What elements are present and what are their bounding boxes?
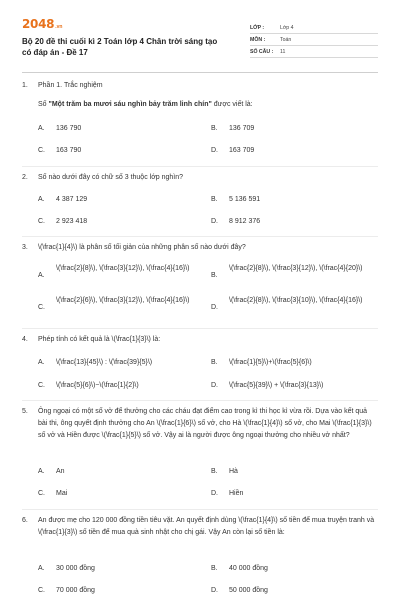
option-letter: C. [38, 587, 45, 594]
option-c[interactable] [38, 380, 198, 392]
option-letter: D. [211, 587, 218, 594]
option-b[interactable] [211, 194, 381, 206]
option-text: \(\frac{13}{45}\) : \(\frac{39}{5}\) [56, 359, 153, 366]
option-letter: C. [38, 382, 45, 389]
option-text: 5 136 591 [229, 196, 261, 203]
question-text: Ông ngoại có một số vở để thưởng cho các cháu đạt điểm cao trong kì thi học kì vừa rồi. Dựa vào kết quả bài thi, ông quyết định thưởng cho An \(\frac{1}{6}\) số vở, cho Hà \(\frac{1}{4}\) số vở, cho Mai \(\frac{1}{3}\) số vở và Hiền được \(\frac{1}{5}\) số vở. Vậy ai là người được ông ngoại thưởng cho nhiều vở nhất? [38, 408, 372, 439]
question-separator [22, 509, 378, 510]
option-d[interactable] [211, 585, 381, 597]
info-label: LỚP : [250, 24, 265, 31]
question-text: An được mẹ cho 120 000 đồng tiền tiêu vặt. An quyết định dùng \(\frac{1}{4}\) số tiền để mua truyện tranh và \(\frac{1}{3}\) số tiền để mua quà sinh nhật cho chị gái. Vậy An còn lại số tiền là: [38, 517, 375, 536]
info-row-count [250, 46, 378, 58]
info-value: 11 [280, 48, 286, 55]
option-text: \(\frac{2}{8}\), \(\frac{3}{12}\), \(\frac{4}{20}\) [229, 265, 363, 272]
subtext-bold: "Một trăm ba mươi sáu nghìn bảy trăm linh chín" [48, 101, 212, 108]
document-title: Bộ 20 đề thi cuối kì 2 Toán lớp 4 Chân trời sáng tạo có đáp án - Đề 17 [22, 37, 218, 57]
option-letter: C. [38, 490, 45, 497]
option-a[interactable] [38, 357, 198, 369]
option-text: 4 387 129 [56, 196, 88, 203]
option-d[interactable] [211, 296, 381, 314]
info-label: MÔN : [250, 36, 266, 43]
option-a[interactable] [38, 264, 198, 282]
option-c[interactable] [38, 585, 198, 597]
question-subtext [38, 99, 378, 111]
option-text: \(\frac{2}{8}\), \(\frac{3}{12}\), \(\frac{4}{16}\) [56, 265, 190, 272]
option-letter: B. [211, 125, 218, 132]
info-table [250, 22, 378, 58]
question-text: Phần 1. Trắc nghiệm [38, 82, 103, 89]
option-letter: A. [38, 468, 45, 475]
option-text: 8 912 376 [229, 218, 261, 225]
site-logo[interactable] [22, 17, 222, 31]
question-text: \(\frac{1}{4}\) là phân số tối giản của những phân số nào dưới đây? [38, 244, 246, 251]
option-c[interactable] [38, 296, 198, 314]
question-number: 2. [22, 174, 28, 181]
option-b[interactable] [211, 264, 381, 282]
option-text: \(\frac{2}{8}\), \(\frac{3}{10}\), \(\frac{4}{16}\) [229, 297, 363, 304]
option-letter: A. [38, 359, 45, 366]
option-d[interactable] [211, 380, 381, 392]
option-text: An [56, 468, 65, 475]
header-divider [22, 72, 378, 73]
option-letter: C. [38, 147, 45, 154]
option-letter: D. [211, 218, 218, 225]
option-letter: A. [38, 565, 45, 572]
option-c[interactable] [38, 216, 198, 228]
option-text: 70 000 đồng [56, 587, 95, 594]
option-d[interactable] [211, 216, 381, 228]
option-letter: D. [211, 304, 218, 311]
option-a[interactable] [38, 466, 198, 478]
option-letter: B. [211, 196, 218, 203]
option-text: Hà [229, 468, 238, 475]
option-text: Mai [56, 490, 68, 497]
option-letter: B. [211, 565, 218, 572]
option-a[interactable] [38, 194, 198, 206]
question-number: 4. [22, 336, 28, 343]
option-text: 163 790 [56, 147, 82, 154]
option-a[interactable] [38, 123, 198, 135]
logo-number: 2048 [22, 17, 55, 31]
option-a[interactable] [38, 563, 198, 575]
option-text: 40 000 đồng [229, 565, 268, 572]
subtext-suffix: được viết là: [211, 101, 253, 108]
option-d[interactable] [211, 488, 381, 500]
option-text: 136 709 [229, 125, 255, 132]
option-text: \(\frac{5}{6}\)−\(\frac{1}{2}\) [56, 382, 139, 389]
info-label: SỐ CÂU : [250, 48, 274, 55]
option-c[interactable] [38, 145, 198, 157]
option-text: 136 790 [56, 125, 82, 132]
option-letter: C. [38, 218, 45, 225]
option-b[interactable] [211, 357, 381, 369]
question-text: Số nào dưới đây có chữ số 3 thuộc lớp nghìn? [38, 174, 184, 181]
info-value: Lớp 4 [280, 24, 294, 31]
option-letter: C. [38, 304, 45, 311]
question-number: 6. [22, 517, 28, 524]
option-letter: D. [211, 147, 218, 154]
question-separator [22, 328, 378, 329]
option-text: 50 000 đồng [229, 587, 268, 594]
question-number: 3. [22, 244, 28, 251]
option-text: 163 709 [229, 147, 255, 154]
option-text: 30 000 đồng [56, 565, 95, 572]
option-b[interactable] [211, 466, 381, 478]
document-header [22, 8, 378, 72]
info-row-class [250, 22, 378, 34]
option-b[interactable] [211, 563, 381, 575]
question-separator [22, 400, 378, 401]
option-c[interactable] [38, 488, 198, 500]
info-row-subject [250, 34, 378, 46]
header-left [22, 8, 222, 58]
question-separator [22, 166, 378, 167]
option-letter: B. [211, 272, 218, 279]
question-text: Phép tính có kết quả là \(\frac{1}{3}\) là: [38, 336, 161, 343]
option-letter: A. [38, 125, 45, 132]
option-letter: A. [38, 196, 45, 203]
question-separator [22, 236, 378, 237]
option-letter: D. [211, 382, 218, 389]
option-text: \(\frac{2}{6}\), \(\frac{3}{12}\), \(\frac{4}{16}\) [56, 297, 190, 304]
option-text: \(\frac{5}{39}\) + \(\frac{3}{13}\) [229, 382, 324, 389]
info-value: Toán [280, 36, 292, 43]
option-letter: B. [211, 468, 218, 475]
option-text: Hiền [229, 490, 244, 497]
option-b[interactable] [211, 123, 381, 135]
subtext-prefix: Số [38, 101, 49, 108]
option-text: 2 923 418 [56, 218, 88, 225]
option-letter: A. [38, 272, 45, 279]
option-d[interactable] [211, 145, 381, 157]
logo-suffix: .vn [55, 24, 63, 30]
question-number: 1. [22, 82, 28, 89]
option-letter: B. [211, 359, 218, 366]
option-letter: D. [211, 490, 218, 497]
question-number: 5. [22, 408, 28, 415]
option-text: \(\frac{1}{5}\)+\(\frac{5}{6}\) [229, 359, 312, 366]
